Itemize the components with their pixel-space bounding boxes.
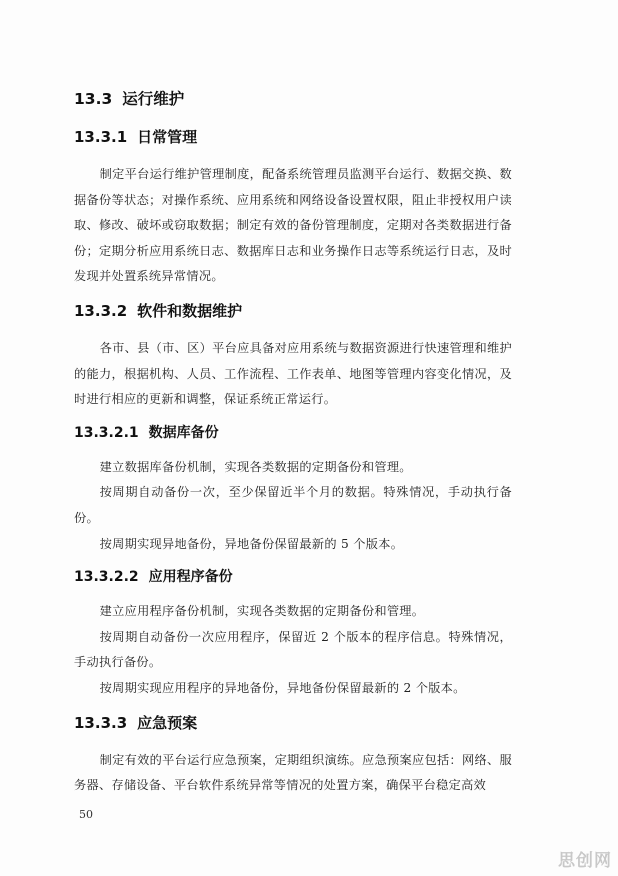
subsection-title: 日常管理 — [137, 128, 198, 146]
subsection-heading-emergency — [74, 712, 512, 734]
subsubsection-title: 应用程序备份 — [148, 569, 233, 586]
section-heading — [74, 88, 512, 110]
subsection-number: 13.3.2 — [74, 301, 128, 320]
db-backup-block — [66, 455, 512, 557]
subsubsection-number: 13.3.2.1 — [74, 424, 139, 441]
section-number: 13.3 — [74, 90, 113, 108]
subsection-heading-software — [74, 300, 512, 322]
page-number: 50 — [79, 808, 93, 821]
app-backup-line: 按周期自动备份一次应用程序，保留近 2 个版本的程序信息。特殊情况，手动执行备份。 — [74, 629, 512, 670]
subsection-number: 13.3.1 — [74, 128, 128, 146]
subsubsection-number: 13.3.2.2 — [74, 569, 139, 586]
db-backup-line: 建立数据库备份机制，实现各类数据的定期备份和管理。 — [99, 459, 412, 474]
subsection-heading-daily — [74, 126, 512, 148]
emergency-paragraph: 制定有效的平台运行应急预案，定期组织演练。应急预案应包括：网络、服务器、存储设备、平台软件系统异常等情况的处置方案，确保平台稳定高效 — [74, 752, 512, 793]
subsubsection-heading-db-backup — [74, 423, 512, 443]
db-backup-line: 按周期自动备份一次，至少保留近半个月的数据。特殊情况，手动执行备份。 — [74, 485, 512, 525]
subsubsection-title: 数据库备份 — [148, 424, 219, 441]
app-backup-line: 按周期实现应用程序的异地备份，异地备份保留最新的 2 个版本。 — [99, 680, 466, 695]
app-backup-block — [66, 599, 512, 701]
page-content — [66, 88, 512, 809]
subsection-title: 应急预案 — [137, 713, 198, 732]
app-backup-line: 建立应用程序备份机制，实现各类数据的定期备份和管理。 — [99, 604, 425, 619]
subsubsection-heading-app-backup — [74, 567, 512, 587]
subsection-number: 13.3.3 — [74, 713, 128, 732]
software-paragraph: 各市、县（市、区）平台应具备对应用系统与数据资源进行快速管理和维护的能力，根据机构、人员、工作流程、工作表单、地图等管理内容变化情况，及时进行相应的更新和调整，保证系统正常运行。 — [74, 340, 512, 407]
db-backup-line: 按周期实现异地备份，异地备份保留最新的 5 个版本。 — [99, 536, 404, 551]
subsection-title: 软件和数据维护 — [137, 301, 243, 320]
section-title: 运行维护 — [122, 90, 185, 108]
site-watermark: 思创网 — [558, 851, 612, 871]
daily-paragraph: 制定平台运行维护管理制度，配备系统管理员监测平台运行、数据交换、数据备份等状态；对操作系统、应用系统和网络设备设置权限，阻止非授权用户读取、修改、破坏或窃取数据；制定有效的备份管理制度，定期对各类数据进行备份；定期分析应用系统日志、数据库日志和业务操作日志等系统运行日志，及时发现并处置系统异常情况。 — [74, 167, 512, 284]
